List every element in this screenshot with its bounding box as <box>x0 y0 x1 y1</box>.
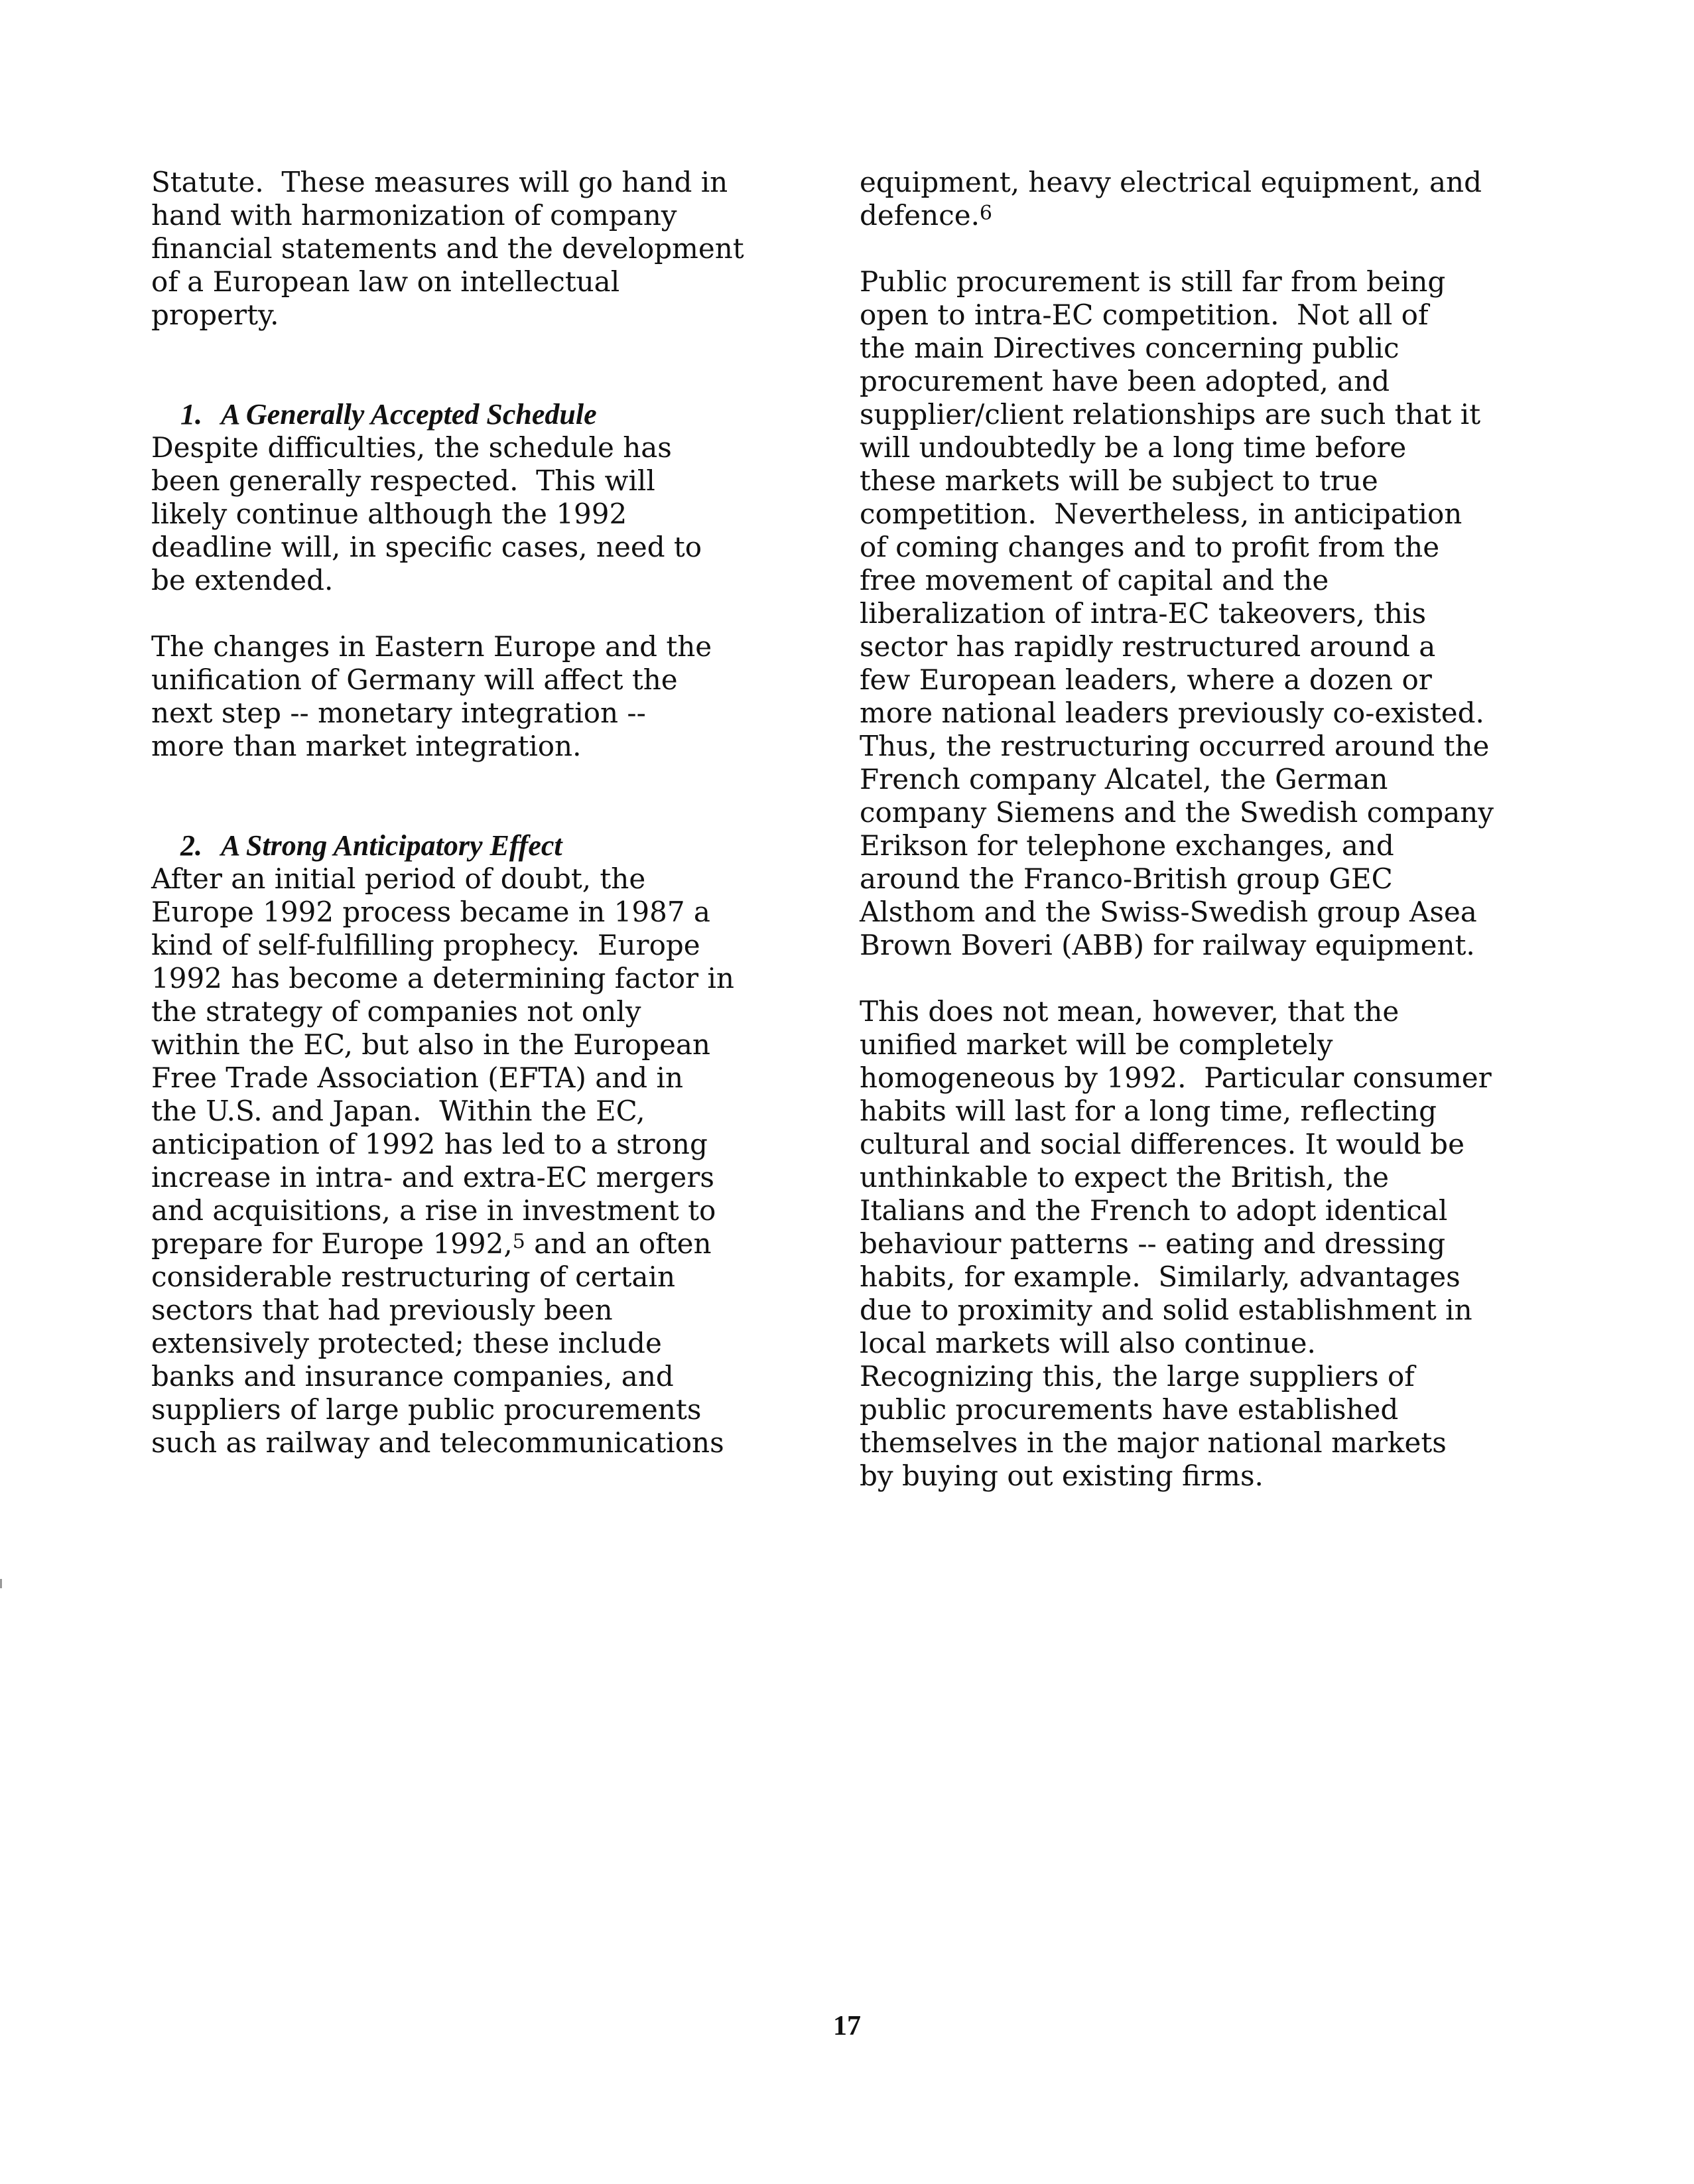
section-number: 1. <box>180 398 202 431</box>
text-line: deadline will, in specific cases, need to <box>151 531 702 563</box>
text-line: 1992 has become a determining factor in <box>151 962 734 994</box>
text-line <box>151 1227 808 1261</box>
text-line: been generally respected. This will <box>151 464 655 497</box>
text-line: the strategy of companies not only <box>151 995 641 1028</box>
paragraph-statute <box>151 166 808 332</box>
text-line: company Siemens and the Swedish company <box>860 796 1494 829</box>
paragraph-equipment <box>860 166 1549 232</box>
text-line: unification of Germany will affect the <box>151 663 678 696</box>
text-line: homogeneous by 1992. Particular consumer <box>860 1061 1492 1094</box>
text-line: sector has rapidly restructured around a <box>860 630 1436 663</box>
text-line: cultural and social differences. It would be <box>860 1128 1465 1160</box>
text-line: property. <box>151 299 279 331</box>
text-segment: and an often <box>525 1227 712 1260</box>
text-line: extensively protected; these include <box>151 1327 662 1359</box>
paragraph-public-procurement <box>860 265 1549 962</box>
text-line: likely continue although the 1992 <box>151 498 627 530</box>
text-line: financial statements and the development <box>151 232 744 265</box>
text-line: competition. Nevertheless, in anticipation <box>860 498 1463 530</box>
text-line: Despite difficulties, the schedule has <box>151 431 672 464</box>
text-line: Brown Boveri (ABB) for railway equipment. <box>860 929 1475 961</box>
paragraph-schedule <box>151 431 808 597</box>
text-line: habits will last for a long time, reflecting <box>860 1095 1437 1127</box>
text-line: suppliers of large public procurements <box>151 1393 702 1426</box>
text-line: anticipation of 1992 has led to a strong <box>151 1128 708 1160</box>
text-line: be extended. <box>151 564 334 596</box>
text-line: supplier/client relationships are such that it <box>860 398 1481 431</box>
text-line: After an initial period of doubt, the <box>151 862 646 895</box>
text-line: such as railway and telecommunications <box>151 1426 724 1459</box>
footnote-marker-5: 5 <box>512 1230 525 1253</box>
text-line: due to proximity and solid establishment in <box>860 1294 1472 1326</box>
text-line: more national leaders previously co-existed. <box>860 697 1484 729</box>
section-number: 2. <box>180 829 202 862</box>
text-line: hand with harmonization of company <box>151 199 677 232</box>
scan-edge-mark <box>0 1579 2 1588</box>
left-column <box>151 166 808 1460</box>
text-line: considerable restructuring of certain <box>151 1261 676 1293</box>
paragraph-anticipatory <box>151 862 808 1460</box>
text-line: increase in intra- and extra-EC mergers <box>151 1161 714 1194</box>
paragraph-eastern-europe <box>151 630 808 763</box>
text-line: Thus, the restructuring occurred around the <box>860 730 1490 762</box>
text-line: the U.S. and Japan. Within the EC, <box>151 1095 645 1127</box>
text-line: will undoubtedly be a long time before <box>860 431 1407 464</box>
text-line: open to intra-EC competition. Not all of <box>860 299 1429 331</box>
text-line: few European leaders, where a dozen or <box>860 663 1432 696</box>
text-line: around the Franco-British group GEC <box>860 862 1393 895</box>
text-line: Free Trade Association (EFTA) and in <box>151 1061 683 1094</box>
text-line: local markets will also continue. <box>860 1327 1316 1359</box>
text-line: behaviour patterns -- eating and dressing <box>860 1227 1446 1260</box>
text-segment: defence. <box>860 199 980 232</box>
text-line: unified market will be completely <box>860 1028 1333 1061</box>
text-line: Erikson for telephone exchanges, and <box>860 829 1394 862</box>
text-line: Europe 1992 process became in 1987 a <box>151 896 710 928</box>
text-line: these markets will be subject to true <box>860 464 1378 497</box>
text-line: kind of self-fulfilling prophecy. Europe <box>151 929 700 961</box>
text-line: of a European law on intellectual <box>151 265 620 298</box>
text-line: unthinkable to expect the British, the <box>860 1161 1389 1194</box>
text-line: free movement of capital and the <box>860 564 1329 596</box>
page-number: 17 <box>833 2011 861 2041</box>
text-segment: prepare for Europe 1992, <box>151 1227 513 1260</box>
text-line: sectors that had previously been <box>151 1294 613 1326</box>
section-title: A Strong Anticipatory Effect <box>221 829 562 862</box>
paragraph-unified-market <box>860 995 1549 1493</box>
text-line: themselves in the major national markets <box>860 1426 1447 1459</box>
footnote-marker-6: 6 <box>979 202 993 225</box>
section-heading-2 <box>151 796 808 862</box>
text-line: equipment, heavy electrical equipment, and <box>860 166 1482 198</box>
text-line <box>860 199 1549 232</box>
text-line: public procurements have established <box>860 1393 1399 1426</box>
text-line: Alsthom and the Swiss-Swedish group Asea <box>860 896 1477 928</box>
section-heading-1 <box>151 365 808 431</box>
text-line: banks and insurance companies, and <box>151 1360 674 1393</box>
text-line: French company Alcatel, the German <box>860 763 1388 795</box>
text-line: Italians and the French to adopt identical <box>860 1194 1448 1227</box>
text-line: Statute. These measures will go hand in <box>151 166 728 198</box>
section-title: A Generally Accepted Schedule <box>221 398 597 431</box>
text-line: of coming changes and to profit from the <box>860 531 1440 563</box>
text-line: The changes in Eastern Europe and the <box>151 630 712 663</box>
text-line: and acquisitions, a rise in investment to <box>151 1194 716 1227</box>
text-line: Recognizing this, the large suppliers of <box>860 1360 1415 1393</box>
right-column <box>860 166 1549 1493</box>
text-line: procurement have been adopted, and <box>860 365 1390 397</box>
text-line: Public procurement is still far from being <box>860 265 1446 298</box>
text-line: the main Directives concerning public <box>860 332 1400 364</box>
text-line: next step -- monetary integration -- <box>151 697 646 729</box>
text-line: liberalization of intra-EC takeovers, this <box>860 597 1427 630</box>
text-line: by buying out existing firms. <box>860 1460 1264 1492</box>
text-line: This does not mean, however, that the <box>860 995 1400 1028</box>
text-line: habits, for example. Similarly, advantages <box>860 1261 1461 1293</box>
text-line: more than market integration. <box>151 730 582 762</box>
text-line: within the EC, but also in the European <box>151 1028 710 1061</box>
